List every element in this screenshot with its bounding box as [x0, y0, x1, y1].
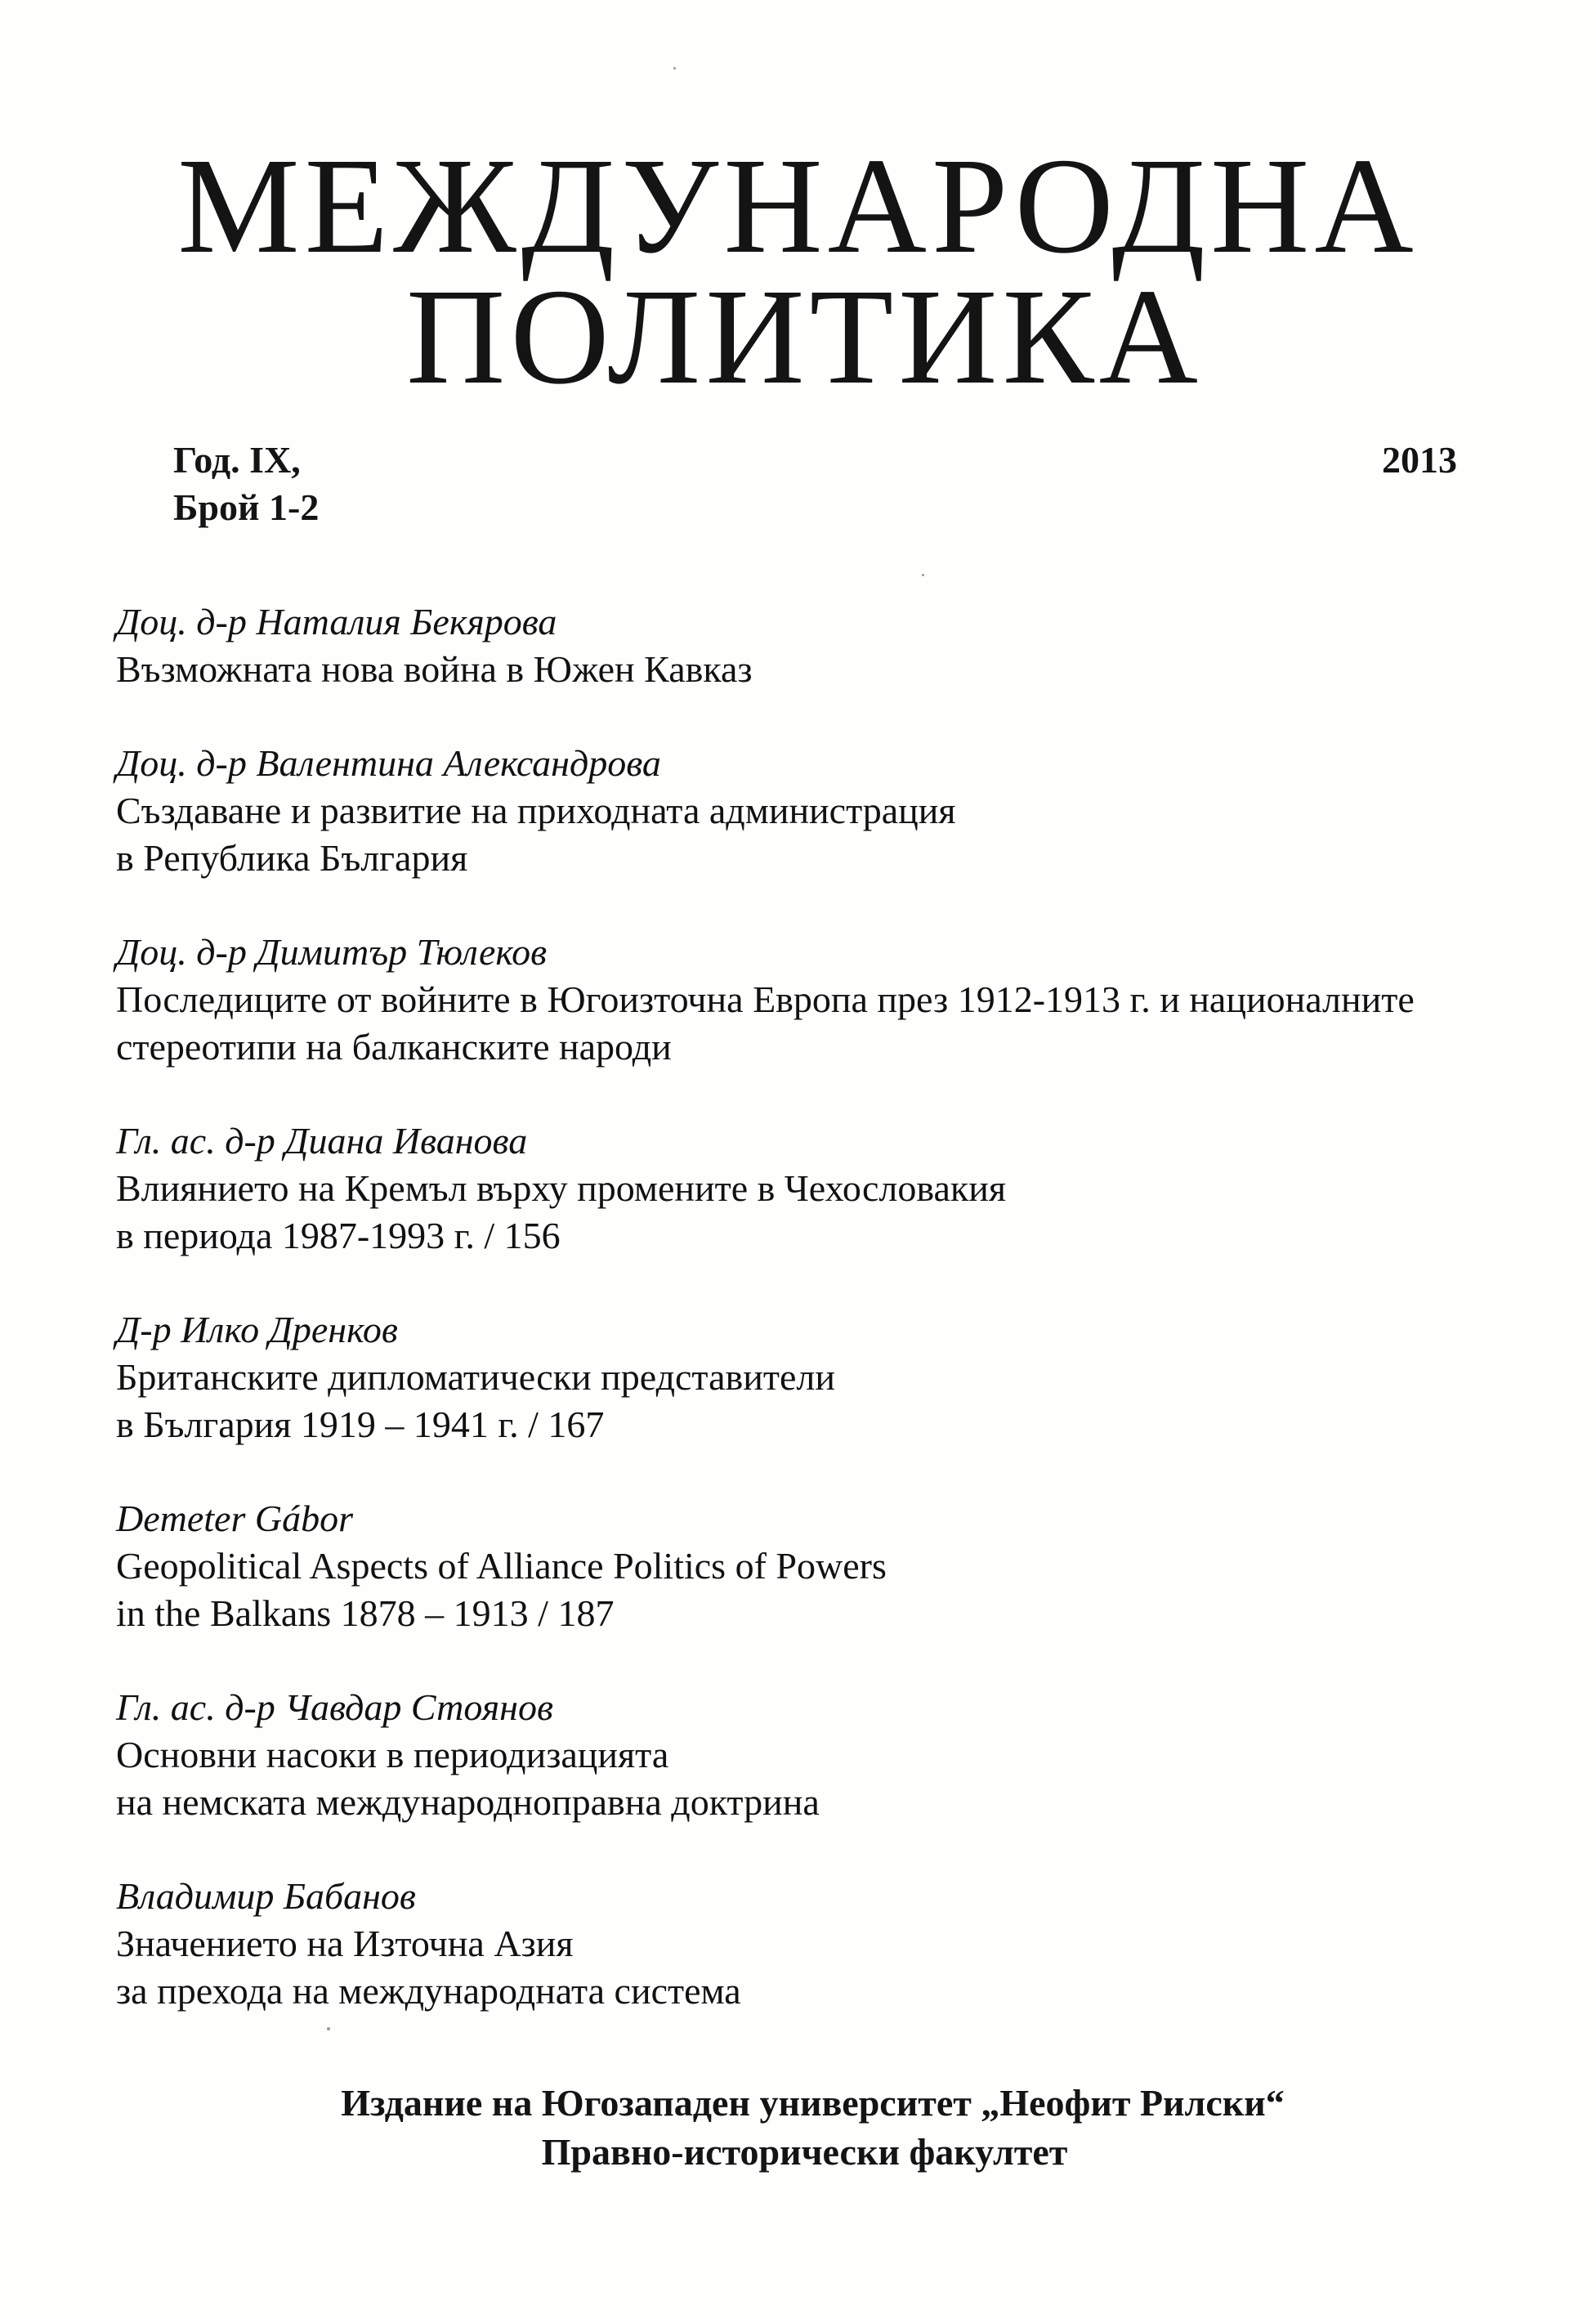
article-title-line: Geopolitical Aspects of Alliance Politics of Powers — [116, 1545, 887, 1587]
article-title-line: стереотипи на балканските народи — [116, 1026, 672, 1068]
article-author: Demeter Gábor — [116, 1498, 353, 1539]
scan-speck — [922, 574, 924, 576]
table-of-contents — [116, 598, 1522, 2015]
journal-volume: Год. IX, — [173, 439, 301, 481]
article-title-line: Възможната нова война в Южен Кавказ — [116, 648, 753, 690]
article-author: Гл. ас. д-р Диана Иванова — [116, 1120, 528, 1162]
toc-entry — [116, 598, 1522, 693]
article-title-line: в периода 1987-1993 г. / 156 — [116, 1215, 561, 1256]
journal-title-line-1: МЕЖДУНАРОДНА — [177, 130, 1419, 282]
journal-issue: Брой 1-2 — [173, 486, 320, 528]
article-author: Владимир Бабанов — [116, 1875, 416, 1917]
article-title-line: Влиянието на Кремъл върху промените в Чехословакия — [116, 1167, 1007, 1209]
toc-entry — [116, 1873, 1522, 2015]
article-author: Д-р Илко Дренков — [116, 1309, 398, 1350]
article-author: Доц. д-р Наталия Бекярова — [116, 601, 557, 642]
article-title-line: в България 1919 – 1941 г. / 167 — [116, 1403, 605, 1445]
publisher-line: Издание на Югозападен университет „Неофит Рилски“ — [341, 2082, 1285, 2124]
article-author: Доц. д-р Димитър Тюлеков — [116, 931, 548, 973]
article-title-line: Основни насоки в периодизацията — [116, 1734, 669, 1775]
toc-entry — [116, 1495, 1522, 1637]
article-author: Гл. ас. д-р Чавдар Стоянов — [116, 1686, 553, 1728]
article-title-line: на немската международноправна доктрина — [116, 1781, 820, 1823]
article-title-line: Значението на Източна Азия — [116, 1923, 574, 1964]
toc-entry — [116, 740, 1522, 882]
scan-speck — [327, 2027, 330, 2030]
toc-entry — [116, 1306, 1522, 1448]
article-author: Доц. д-р Валентина Александрова — [116, 742, 661, 784]
scan-speck — [673, 67, 676, 69]
article-title-line: в Република България — [116, 837, 468, 879]
article-title-line: Британските дипломатически представители — [116, 1356, 835, 1398]
journal-title-line-2: ПОЛИТИКА — [406, 261, 1203, 413]
faculty-line: Правно-исторически факултет — [541, 2131, 1068, 2173]
article-title-line: за прехода на международната система — [116, 1970, 741, 2012]
journal-year: 2013 — [1382, 439, 1457, 481]
toc-entry — [116, 929, 1522, 1071]
article-title-line: in the Balkans 1878 – 1913 / 187 — [116, 1592, 615, 1634]
article-title-line: Създаване и развитие на приходната администрация — [116, 790, 956, 831]
toc-entry — [116, 1117, 1522, 1260]
toc-entry — [116, 1684, 1522, 1826]
article-title-line: Последиците от войните в Югоизточна Европа през 1912-1913 г. и националните — [116, 978, 1415, 1020]
